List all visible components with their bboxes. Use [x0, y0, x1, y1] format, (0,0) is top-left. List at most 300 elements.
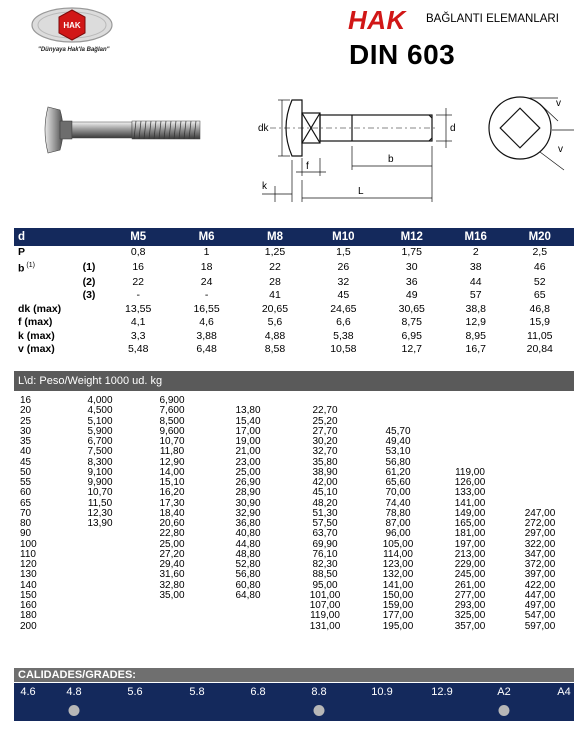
weights-title: L\d: Peso/Weight 1000 ud. kg [18, 375, 163, 387]
weight-value: 64,80 [235, 589, 261, 601]
weight-value [434, 396, 506, 406]
dimension-value: 3,3 [130, 329, 146, 342]
weight-value: 38,90 [312, 466, 338, 478]
dimension-value: 24 [200, 276, 213, 289]
weight-value [506, 417, 574, 427]
weight-value: 22,80 [159, 528, 185, 540]
weight-value: 12,90 [159, 456, 185, 468]
dimension-label: k (max) [18, 329, 55, 342]
column-header: d [14, 228, 104, 246]
svg-text:b: b [388, 154, 394, 165]
weight-value [64, 529, 136, 539]
weight-row [14, 622, 574, 632]
weight-value: 40,80 [235, 528, 261, 540]
weight-row [14, 611, 574, 621]
grade-label: 6.8 [250, 686, 266, 698]
weights-table [14, 396, 574, 632]
dimension-value: 30,65 [398, 302, 425, 315]
weight-value: 247,00 [524, 507, 556, 519]
weight-value [362, 406, 434, 416]
weight-row [14, 519, 574, 529]
weight-value: 347,00 [524, 548, 556, 560]
weight-value: 10,70 [87, 487, 113, 499]
weight-value [506, 396, 574, 406]
length-value: 160 [20, 600, 37, 612]
weight-row [14, 570, 574, 580]
dimension-value: 16 [132, 261, 145, 274]
weight-value: 76,10 [312, 548, 338, 560]
weight-value: 123,00 [382, 559, 414, 571]
svg-text:L: L [358, 186, 364, 197]
weight-value: 44,80 [235, 538, 261, 550]
weight-value: 16,20 [159, 487, 185, 499]
dimension-value: 6,95 [401, 329, 422, 342]
weight-value [434, 427, 506, 437]
dimension-value: 4,6 [199, 316, 214, 329]
size-column-header: M6 [172, 228, 240, 246]
weight-value [506, 437, 574, 447]
weight-value: 149,00 [454, 507, 486, 519]
svg-text:d: d [450, 123, 456, 134]
weight-value: 49,40 [385, 436, 411, 448]
weight-value [506, 447, 574, 457]
weight-value: 397,00 [524, 569, 556, 581]
weights-header [14, 371, 574, 391]
svg-text:v: v [556, 98, 561, 109]
length-value: 20 [20, 405, 32, 417]
dimension-value: 15,9 [529, 316, 550, 329]
weight-value: 42,00 [312, 477, 338, 489]
weight-value: 8,300 [87, 456, 113, 468]
weight-value: 35,00 [159, 589, 185, 601]
weight-value [506, 406, 574, 416]
weight-row [14, 560, 574, 570]
length-value: 30 [20, 425, 32, 437]
standard-title: DIN 603 [349, 39, 456, 70]
weight-value: 547,00 [524, 610, 556, 622]
weight-value [64, 581, 136, 591]
weight-value [208, 622, 288, 632]
weight-value: 60,80 [235, 579, 261, 591]
weight-row [14, 406, 574, 416]
dimension-row [14, 329, 574, 342]
weight-value: 32,70 [312, 446, 338, 458]
weight-value: 197,00 [454, 538, 486, 550]
weight-value: 119,00 [455, 466, 485, 478]
weight-value: 22,70 [312, 405, 338, 417]
weight-value: 357,00 [454, 620, 486, 632]
grades-header [14, 668, 574, 682]
dimensions-table [14, 228, 574, 356]
weight-value [506, 478, 574, 488]
footnote-marker: (1) [24, 262, 35, 270]
weight-value: 35,80 [312, 456, 338, 468]
dimension-value: 22 [269, 261, 281, 274]
weight-value: 13,90 [87, 518, 113, 530]
weight-value: 25,00 [159, 538, 185, 550]
weight-value [136, 622, 208, 632]
svg-text:f: f [306, 161, 309, 172]
dimension-row [14, 343, 574, 356]
grade-available-dot [499, 705, 510, 716]
dimension-value: 13,55 [125, 302, 152, 315]
weight-value: 20,60 [159, 518, 185, 530]
weight-value: 96,00 [385, 528, 411, 540]
dimension-value: 4,88 [264, 329, 286, 342]
size-column-header: M12 [378, 228, 446, 246]
weight-value [506, 468, 574, 478]
dimension-label: f (max) [18, 316, 53, 329]
dimension-value: 46 [533, 261, 546, 274]
tagline: "Dünyaya Hak'la Bağlan" [38, 47, 110, 53]
grades-bar [14, 683, 574, 721]
weight-value: 74,40 [385, 497, 411, 509]
weight-value [434, 447, 506, 457]
dimension-value: 16,55 [193, 302, 220, 315]
weight-value: 17,00 [235, 425, 261, 437]
dimension-value: 12,7 [401, 343, 422, 356]
dimension-value: 6,48 [196, 343, 217, 356]
weight-value: 53,10 [385, 446, 411, 458]
weight-value: 101,00 [309, 589, 341, 601]
dimension-row [14, 276, 574, 289]
weight-value: 325,00 [454, 610, 486, 622]
size-column-header: M10 [309, 228, 377, 246]
weight-value: 51,30 [312, 507, 338, 519]
size-column-header: M16 [446, 228, 506, 246]
weight-value: 23,00 [235, 456, 261, 468]
dimension-value: 20,84 [526, 343, 553, 356]
dimension-value: 8,75 [401, 316, 422, 329]
size-column-header: M20 [506, 228, 574, 246]
dimension-value: 52 [533, 276, 546, 289]
weight-value: 61,20 [385, 466, 411, 478]
weight-value: 177,00 [382, 610, 414, 622]
dimension-value: 6,6 [336, 316, 351, 329]
weight-value: 15,10 [159, 477, 185, 489]
dimension-value: 41 [269, 289, 281, 302]
weight-value: 48,80 [235, 548, 261, 560]
weight-value: 4,500 [87, 405, 113, 417]
dimension-value: 30 [405, 261, 418, 274]
dimension-value: 38,8 [465, 302, 486, 315]
weight-value: 32,80 [159, 579, 185, 591]
weight-value: 181,00 [454, 528, 486, 540]
weight-value: 63,70 [312, 528, 338, 540]
weight-value: 6,900 [159, 395, 185, 407]
grade-available-dot [314, 705, 325, 716]
weight-value: 11,80 [159, 446, 185, 458]
weight-value: 132,00 [382, 569, 414, 581]
dimension-value: 8,58 [264, 343, 286, 356]
weight-value: 78,80 [385, 507, 411, 519]
dimension-value: 2,5 [532, 246, 548, 259]
weight-value: 10,70 [159, 436, 185, 448]
dimension-value: 46,8 [529, 302, 550, 315]
svg-text:dk: dk [258, 123, 269, 134]
dimension-value: 26 [337, 261, 350, 274]
weight-value: 131,00 [309, 620, 341, 632]
length-value: 200 [20, 620, 37, 632]
dimension-variant [74, 343, 104, 356]
weight-value: 27,20 [159, 548, 185, 560]
weight-value: 52,80 [235, 559, 261, 571]
svg-text:v: v [558, 144, 563, 155]
weight-value: 82,30 [312, 559, 338, 571]
dimension-value: 4,1 [130, 316, 146, 329]
grade-label: 12.9 [431, 686, 453, 698]
weight-value: 213,00 [454, 548, 486, 560]
dimension-value: 32 [337, 276, 350, 289]
dimension-value: 5,6 [267, 316, 283, 329]
grade-label: 10.9 [371, 686, 393, 698]
weight-row [14, 591, 574, 601]
weight-value: 30,20 [312, 436, 338, 448]
weight-value: 4,000 [87, 395, 113, 407]
dimension-row [14, 289, 574, 302]
dimension-label: b $^{(1)}$ [18, 262, 35, 275]
weight-value [208, 611, 288, 621]
weight-value: 372,00 [524, 559, 556, 571]
weight-value: 229,00 [454, 559, 486, 571]
weight-value [64, 601, 136, 611]
dimension-value: 8,95 [465, 329, 486, 342]
weight-value: 261,00 [454, 579, 486, 591]
grade-label: 8.8 [311, 686, 327, 698]
length-value: 60 [20, 487, 32, 499]
dimension-label [14, 276, 74, 289]
grade-label: 4.8 [66, 686, 82, 698]
weight-value: 30,90 [235, 497, 261, 509]
grade-label: 4.6 [20, 686, 36, 698]
weight-value [64, 622, 136, 632]
dimension-variant: (3) [82, 289, 96, 302]
weight-row [14, 447, 574, 457]
dimension-value: 20,65 [261, 302, 289, 315]
length-value: 55 [20, 477, 32, 489]
weight-value: 9,100 [87, 466, 113, 478]
length-value: 140 [20, 579, 37, 591]
weight-row [14, 581, 574, 591]
weight-value: 56,80 [385, 456, 411, 468]
weight-value: 5,900 [87, 425, 113, 437]
weight-value: 87,00 [385, 518, 411, 530]
weight-value [362, 396, 434, 406]
weight-value: 17,30 [159, 497, 185, 509]
grade-label: A2 [497, 686, 511, 698]
weight-value: 15,40 [235, 415, 261, 427]
weight-value: 28,90 [235, 487, 261, 499]
dimension-value: 11,05 [527, 329, 553, 342]
dimension-value: 57 [469, 289, 482, 302]
weight-row [14, 601, 574, 611]
weight-value [434, 417, 506, 427]
weight-value: 19,00 [235, 436, 261, 448]
length-value: 16 [20, 395, 32, 407]
weight-value [64, 560, 136, 570]
dimension-value: 1 [203, 246, 210, 259]
weight-value: 36,80 [235, 518, 261, 530]
weight-value [64, 611, 136, 621]
weight-value [64, 570, 136, 580]
grade-available-dot [69, 705, 80, 716]
dimension-row [14, 246, 574, 259]
weight-value: 9,600 [159, 425, 185, 437]
company-logo [30, 5, 114, 45]
weight-value: 32,90 [235, 507, 261, 519]
dimension-variant: (1) [82, 261, 96, 274]
weight-value: 25,00 [235, 466, 261, 478]
weight-value: 7,600 [159, 405, 185, 417]
weight-value: 297,00 [524, 528, 556, 540]
weight-value [64, 591, 136, 601]
weight-value: 9,900 [87, 477, 113, 489]
weight-value: 69,90 [312, 538, 338, 550]
weight-value: 195,00 [382, 620, 414, 632]
weight-value: 150,00 [382, 589, 414, 601]
weight-value: 27,70 [312, 425, 338, 437]
dimension-value: 44 [469, 276, 482, 289]
length-value: 65 [20, 497, 32, 509]
weight-value [434, 437, 506, 447]
weight-value: 322,00 [524, 538, 556, 550]
weight-value: 293,00 [454, 600, 486, 612]
weight-value: 95,00 [312, 579, 338, 591]
weight-value: 45,70 [385, 425, 411, 437]
dimension-value: 1,75 [401, 246, 422, 259]
weight-value: 65,60 [385, 477, 411, 489]
weight-value: 597,00 [524, 620, 556, 632]
dimension-label: P [18, 246, 26, 259]
weight-value: 105,00 [382, 538, 414, 550]
dimension-label: dk (max) [18, 302, 62, 315]
weight-value [64, 540, 136, 550]
dimension-value: 18 [200, 261, 213, 274]
length-value: 70 [20, 507, 32, 519]
dimension-label: v (max) [18, 343, 55, 356]
dimension-value: 10,58 [330, 343, 357, 356]
dimension-row [14, 316, 574, 329]
dimension-value: 36 [405, 276, 418, 289]
length-value: 25 [20, 415, 32, 427]
length-value: 90 [20, 528, 32, 540]
dimension-value: - [204, 289, 209, 302]
dimension-value: 2 [472, 246, 479, 259]
weight-value: 159,00 [382, 600, 414, 612]
dimension-variant [74, 329, 104, 342]
brand-subtitle: BAĞLANTI ELEMANLARI [426, 13, 559, 25]
dimension-value: 3,88 [196, 329, 217, 342]
weight-value: 88,50 [312, 569, 338, 581]
length-value: 40 [20, 446, 32, 458]
dimension-row [14, 259, 574, 276]
grades-title: CALIDADES/GRADES: [18, 669, 136, 681]
dimension-value: 16,7 [465, 343, 486, 356]
weight-value: 31,60 [159, 569, 185, 581]
dimension-value: 24,65 [330, 302, 357, 315]
weight-value: 114,00 [383, 548, 413, 560]
size-column-header: M8 [241, 228, 309, 246]
weight-value: 70,00 [385, 487, 411, 499]
length-value: 45 [20, 456, 32, 468]
brand-name: HAK [348, 5, 406, 35]
bolt-photo [40, 95, 205, 165]
size-column-header: M5 [104, 228, 172, 246]
dimension-value: 45 [337, 289, 350, 302]
weight-value: 141,00 [454, 497, 486, 509]
weight-value: 422,00 [524, 579, 556, 591]
weight-value: 447,00 [524, 589, 556, 601]
dimension-value: 49 [405, 289, 418, 302]
weight-row [14, 540, 574, 550]
weight-value [506, 488, 574, 498]
weight-value: 21,00 [235, 446, 261, 458]
length-value: 120 [20, 559, 37, 571]
length-value: 110 [20, 548, 36, 560]
weight-value: 26,90 [235, 477, 261, 489]
grade-label: 5.8 [189, 686, 205, 698]
dimension-value: 65 [533, 289, 546, 302]
dimension-value: 1,25 [264, 246, 286, 259]
weight-value [506, 458, 574, 468]
length-value: 35 [20, 436, 32, 448]
weight-value: 12,30 [87, 507, 113, 519]
dimension-variant [74, 303, 104, 316]
weight-value: 126,00 [454, 477, 486, 489]
dimension-value: 0,8 [130, 246, 146, 259]
weight-value: 57,50 [312, 518, 338, 530]
weight-value [208, 601, 288, 611]
weight-value: 141,00 [382, 579, 414, 591]
grade-label: A4 [557, 686, 571, 698]
length-value: 80 [20, 518, 32, 530]
dimension-row [14, 303, 574, 316]
dimension-value: 28 [269, 276, 281, 289]
dimension-variant [74, 246, 104, 259]
weight-value: 29,40 [159, 559, 185, 571]
weight-value: 56,80 [235, 569, 261, 581]
weight-value [136, 601, 208, 611]
dimensions-header-row [14, 228, 574, 246]
weight-row [14, 550, 574, 560]
length-value: 150 [20, 589, 37, 601]
svg-text:HAK: HAK [63, 21, 81, 30]
technical-drawing [240, 90, 580, 208]
dimension-value: 5,38 [333, 329, 354, 342]
length-value: 180 [20, 610, 37, 622]
dimension-value: 12,9 [465, 316, 486, 329]
weight-value: 6,700 [87, 436, 113, 448]
weight-value: 11,50 [87, 497, 113, 509]
weight-value: 13,80 [235, 405, 261, 417]
dimension-value: 5,48 [127, 343, 149, 356]
weight-value: 18,40 [159, 507, 185, 519]
weight-row [14, 488, 574, 498]
weight-value: 119,00 [310, 610, 340, 622]
dimension-value: 22 [132, 276, 145, 289]
weight-value [64, 550, 136, 560]
weight-value [136, 611, 208, 621]
dimension-value: 38 [469, 261, 482, 274]
weight-value: 7,500 [87, 446, 113, 458]
weight-value: 48,20 [312, 497, 338, 509]
weight-value [434, 406, 506, 416]
weight-value: 14,00 [159, 466, 185, 478]
weight-value: 497,00 [524, 600, 556, 612]
weight-value [506, 427, 574, 437]
weight-value: 45,10 [312, 487, 338, 499]
dimension-variant [74, 316, 104, 329]
